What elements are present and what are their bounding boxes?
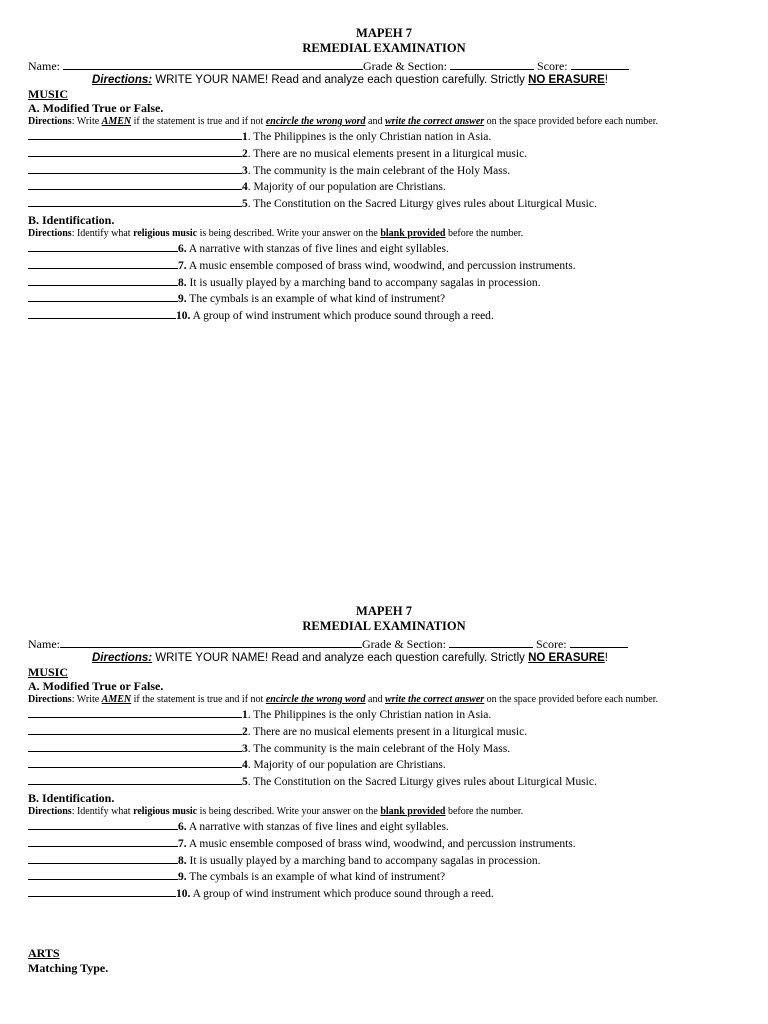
answer-blank[interactable] [28,308,176,319]
matching-type-title: Matching Type. [28,961,109,975]
question-item: 6. A narrative with stanzas of five lines and eight syllables. [28,819,740,836]
name-label: Name: [28,59,60,73]
answer-blank[interactable] [28,853,178,864]
directions-label: Directions: [92,652,153,664]
question-item: 2. There are no musical elements present in a liturgical music. [28,724,740,741]
directions-text: WRITE YOUR NAME! Read and analyze each question carefully. Strictly [152,74,529,86]
question-item: 3. The community is the main celebrant of the Holy Mass. [28,163,740,180]
question-item: 7. A music ensemble composed of brass wind, woodwind, and percussion instruments. [28,836,740,853]
answer-blank[interactable] [28,275,178,286]
answer-blank[interactable] [28,241,178,252]
answer-blank[interactable] [28,819,178,830]
music-heading: MUSIC [28,665,69,679]
answer-blank[interactable] [28,196,242,207]
question-item: 9. The cymbals is an example of what kind of instrument? [28,869,740,886]
header-fields [28,637,740,651]
question-item: 6. A narrative with stanzas of five lines and eight syllables. [28,241,740,258]
answer-blank[interactable] [28,129,242,140]
score-label: Score: [536,59,568,73]
grade-blank[interactable] [450,59,534,70]
subject-code: MAPEH 7 [356,26,412,40]
part-b-directions: Directions: Identify what religious music is being described. Write your answer on the blank provided before the number. [28,805,524,817]
answer-blank[interactable] [28,741,242,752]
question-item: 5. The Constitution on the Sacred Liturgy gives rules about Liturgical Music. [28,774,740,791]
question-item: 10. A group of wind instrument which produce sound through a reed. [28,886,740,903]
subject-code: MAPEH 7 [356,604,412,618]
exam-title: REMEDIAL EXAMINATION [302,619,466,633]
part-b-title: B. Identification. [28,790,115,805]
exam-copy-2 [28,604,740,903]
answer-blank[interactable] [28,291,178,302]
answer-blank[interactable] [28,179,242,190]
exam-copy-1 [28,26,740,325]
name-blank[interactable] [60,637,362,648]
arts-section [28,946,108,975]
answer-blank[interactable] [28,869,178,880]
question-item: 10. A group of wind instrument which produce sound through a reed. [28,308,740,325]
answer-blank[interactable] [28,258,178,269]
question-item: 5. The Constitution on the Sacred Liturgy gives rules about Liturgical Music. [28,196,740,213]
part-a-title: A. Modified True or False. [28,679,164,693]
directions-text: WRITE YOUR NAME! Read and analyze each question carefully. Strictly [152,652,529,664]
arts-heading: ARTS [28,946,60,960]
answer-blank[interactable] [28,757,242,768]
part-b-directions: Directions: Identify what religious music is being described. Write your answer on the blank provided before the number. [28,227,524,239]
general-directions [28,651,740,665]
part-a-title: A. Modified True or False. [28,101,164,115]
name-blank[interactable] [63,59,363,70]
part-a-directions: Directions: Write AMEN if the statement is true and if not encircle the wrong word and write the correct answer on the space provided before each number. [28,116,658,127]
answer-blank[interactable] [28,836,178,847]
answer-blank[interactable] [28,774,242,785]
no-erasure: NO ERASURE [528,652,605,664]
answer-blank[interactable] [28,163,242,174]
grade-label: Grade & Section: [363,59,447,73]
question-item: 7. A music ensemble composed of brass wind, woodwind, and percussion instruments. [28,258,740,275]
score-blank[interactable] [571,59,629,70]
question-item: 1. The Philippines is the only Christian nation in Asia. [28,129,740,146]
question-item: 1. The Philippines is the only Christian nation in Asia. [28,707,740,724]
general-directions [28,73,740,87]
question-item: 8. It is usually played by a marching band to accompany sagalas in procession. [28,275,740,292]
no-erasure: NO ERASURE [528,74,605,86]
directions-end: ! [604,652,608,664]
score-blank[interactable] [570,637,628,648]
directions-label: Directions: [92,74,153,86]
question-item: 2. There are no musical elements present in a liturgical music. [28,146,740,163]
answer-blank[interactable] [28,886,176,897]
part-b-title: B. Identification. [28,212,115,227]
question-item: 4. Majority of our population are Christians. [28,179,740,196]
directions-end: ! [604,74,608,86]
question-item: 8. It is usually played by a marching band to accompany sagalas in procession. [28,853,740,870]
answer-blank[interactable] [28,146,242,157]
exam-title: REMEDIAL EXAMINATION [302,41,466,55]
part-a-directions: Directions: Write AMEN if the statement is true and if not encircle the wrong word and write the correct answer on the space provided before each number. [28,694,658,705]
question-item: 4. Majority of our population are Christians. [28,757,740,774]
answer-blank[interactable] [28,707,242,718]
answer-blank[interactable] [28,724,242,735]
header-fields [28,59,740,73]
score-label: Score: [535,637,567,651]
question-item: 9. The cymbals is an example of what kind of instrument? [28,291,740,308]
grade-blank[interactable] [449,637,533,648]
name-label: Name: [28,637,60,651]
grade-label: Grade & Section: [362,637,446,651]
question-item: 3. The community is the main celebrant of the Holy Mass. [28,741,740,758]
music-heading: MUSIC [28,87,69,101]
